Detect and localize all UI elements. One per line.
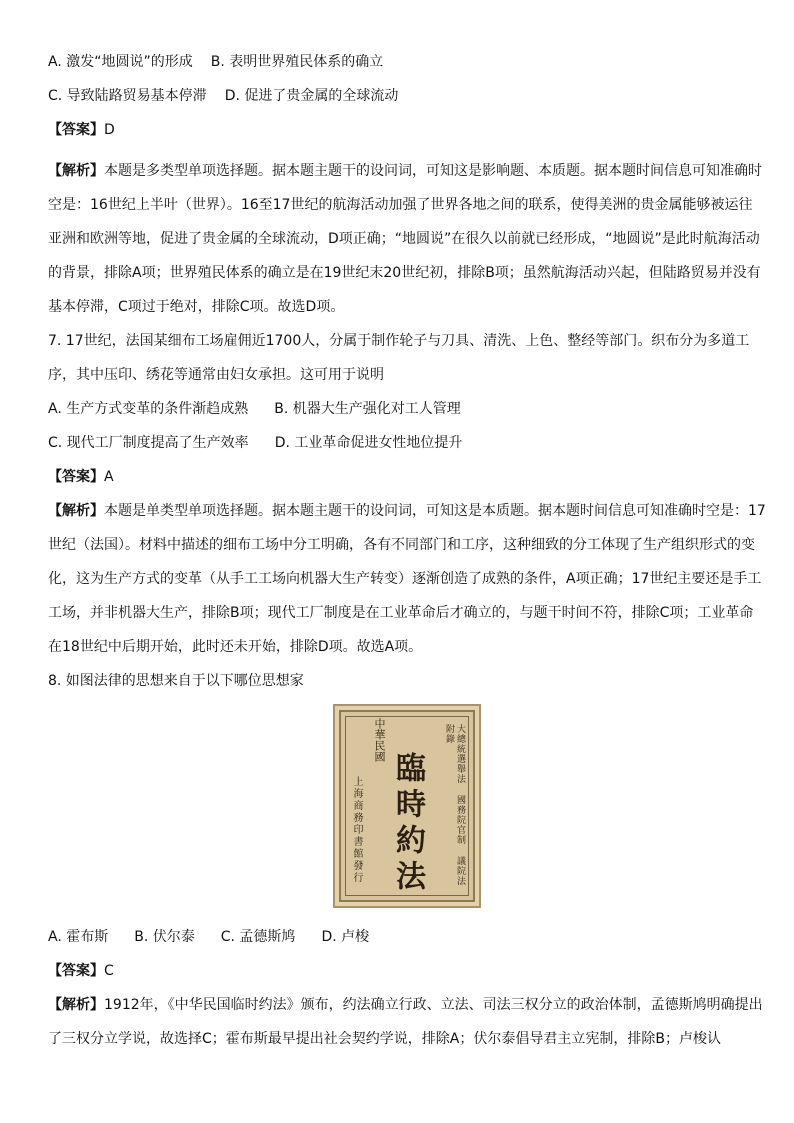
q8-explanation <box>48 988 766 1056</box>
q7-options-row-2 <box>48 426 766 460</box>
answer-value: A <box>104 469 114 485</box>
cover-header: 中華民國 <box>373 718 386 762</box>
explanation-text: 本题是单类型单项选择题。据本题主题干的设问词，可知这是本质题。据本题时间信息可知准确时空是：17世纪（法国）。材料中描述的细布工场中分工明确，各有不同部门和工序，这种细致的分工体现了生产组织形式的变化，这为生产方式的变革（从手工工场向机器大生产转变）逐渐创造了成熟的条件，A项正确；17世纪主要还是手工工场，并非机器大生产，排除B项；现代工厂制度是在工业革命后才确立的，与题干时间不符，排除C项；工业革命在18世纪中后期开始，此时还未开始，排除D项。故选A项。 <box>48 503 766 655</box>
q7-explanation <box>48 494 766 664</box>
q7-answer <box>48 460 766 494</box>
q7-option-b: B. 机器大生产强化对工人管理 <box>274 401 461 417</box>
explanation-text: 本题是多类型单项选择题。据本题主题干的设问词，可知这是影响题、本质题。据本题时间信息可知准确时空是：16世纪上半叶（世界）。16至17世纪的航海活动加强了世界各地之间的联系，使得美洲的贵金属能够被运往亚洲和欧洲等地，促进了贵金属的全球流动，D项正确；“地圆说”在很久以前就已经形成，“地圆说”是此时航海活动的背景，排除A项；世界殖民体系的确立是在19世纪末20世纪初，排除B项；虽然航海活动兴起，但陆路贸易并没有基本停滞，C项过于绝对，排除C项。故选D项。 <box>48 163 762 315</box>
q8-answer <box>48 954 766 988</box>
q6-option-d: D. 促进了贵金属的全球流动 <box>224 88 399 104</box>
q8-stem: 8. 如图法律的思想来自于以下哪位思想家 <box>48 673 304 689</box>
answer-value: D <box>104 122 115 138</box>
q8-option-d: D. 卢梭 <box>321 929 370 945</box>
answer-label: 【答案】 <box>48 963 104 979</box>
q6-option-b: B. 表明世界殖民体系的确立 <box>210 54 384 70</box>
q6-options-row-2 <box>48 86 766 106</box>
q7-options-row-1 <box>48 392 766 426</box>
q7-option-a: A. 生产方式变革的条件渐趋成熟 <box>48 401 249 417</box>
provisional-constitution-cover-image <box>333 704 481 908</box>
explanation-label: 【解析】 <box>48 997 104 1013</box>
cover-publisher: 上海商務印書館發行 <box>351 776 362 884</box>
cover-title: 臨時約法 <box>390 752 425 896</box>
q8-option-b: B. 伏尔泰 <box>134 929 195 945</box>
q7-stem: 7. 17世纪，法国某细布工场雇佣近1700人，分属于制作轮子与刀具、清洗、上色、整经等部门。织布分为多道工序，其中压印、绣花等通常由妇女承担。这可用于说明 <box>48 333 750 383</box>
explanation-label: 【解析】 <box>48 503 104 519</box>
answer-label: 【答案】 <box>48 469 104 485</box>
q6-answer <box>48 120 766 140</box>
q8-option-a: A. 霍布斯 <box>48 929 109 945</box>
q6-option-c: C. 导致陆路贸易基本停滞 <box>48 88 207 104</box>
q6-option-a: A. 激发“地圆说”的形成 <box>48 54 193 70</box>
cover-subtitle: 大總統選舉法 國務院官制 議院法 附錄 <box>444 724 465 886</box>
q8-options-row <box>48 920 766 954</box>
explanation-label: 【解析】 <box>48 163 104 179</box>
q8-option-c: C. 孟德斯鸠 <box>220 929 296 945</box>
q6-options-row-1 <box>48 52 766 72</box>
document-page <box>48 52 766 1056</box>
answer-value: C <box>104 963 114 979</box>
answer-label: 【答案】 <box>48 122 104 138</box>
explanation-text: 1912年，《中华民国临时约法》颁布，约法确立行政、立法、司法三权分立的政治体制，孟德斯鸠明确提出了三权分立学说，故选择C；霍布斯最早提出社会契约学说，排除A；伏尔泰倡导君主立宪制，排除B；卢梭认 <box>48 997 763 1047</box>
q7-option-d: D. 工业革命促进女性地位提升 <box>274 435 463 451</box>
q6-explanation <box>48 154 766 324</box>
q7-option-c: C. 现代工厂制度提高了生产效率 <box>48 435 249 451</box>
